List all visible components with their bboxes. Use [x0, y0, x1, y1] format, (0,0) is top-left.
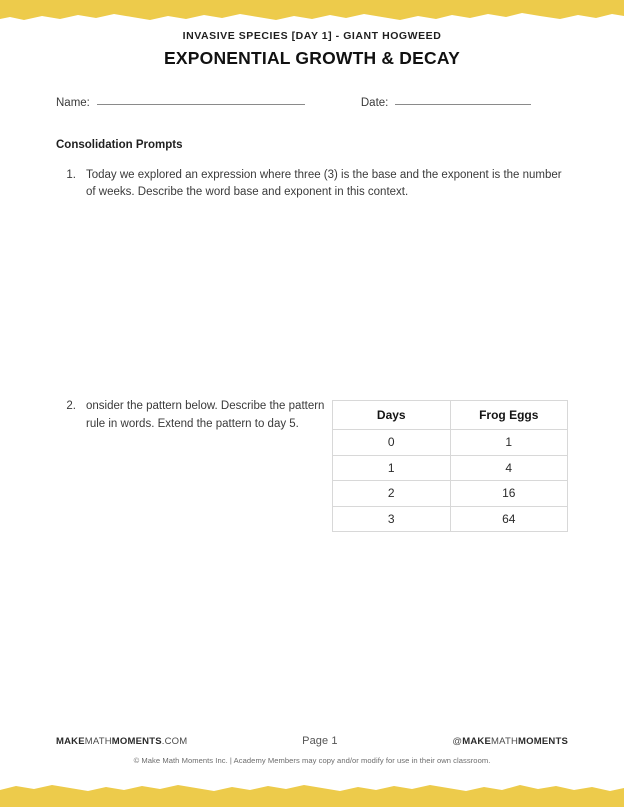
prompt-text-2: onsider the pattern below. Describe the pattern rule in words. Extend the pattern to day 5. [86, 400, 325, 431]
date-input-line[interactable] [395, 104, 531, 105]
name-date-row [56, 97, 568, 109]
table-row [333, 430, 568, 456]
table-row [333, 481, 568, 507]
copyright-notice: © Make Math Moments Inc. | Academy Members may copy and/or modify for use in their own classroom. [133, 756, 491, 765]
prompt-item-1 [56, 167, 568, 203]
brand-left-part2: MATH [84, 736, 112, 747]
cell-days: 1 [333, 455, 451, 481]
column-header-days: Days [333, 401, 451, 430]
prompt-text-1: Today we explored an expression where three (3) is the base and the exponent is the number of weeks. Describe the word base and exponent in this context. [86, 168, 562, 199]
date-field[interactable] [361, 97, 532, 109]
cell-days: 0 [333, 430, 451, 456]
brand-right-part2: MATH [491, 736, 519, 747]
prompt-item-2 [56, 398, 568, 532]
answer-space-1[interactable] [56, 202, 568, 398]
lesson-subtitle: INVASIVE SPECIES [DAY 1] - GIANT HOGWEED [182, 30, 442, 42]
brand-left-part4: .COM [161, 736, 188, 747]
column-header-frog-eggs: Frog Eggs [450, 401, 568, 430]
pattern-table [332, 400, 568, 532]
page-footer [56, 735, 568, 765]
table-header-row [333, 401, 568, 430]
cell-frog-eggs: 1 [450, 430, 568, 456]
name-field[interactable] [56, 97, 305, 109]
date-label: Date: [360, 96, 389, 109]
pattern-table-wrapper [332, 398, 568, 532]
cell-days: 3 [333, 506, 451, 532]
cell-days: 2 [333, 481, 451, 507]
page-title: EXPONENTIAL GROWTH & DECAY [164, 47, 460, 68]
footer-social-handle[interactable] [452, 736, 568, 747]
table-head [333, 401, 568, 430]
brand-left-part1: MAKE [56, 736, 85, 747]
prompt-list [56, 167, 568, 533]
section-heading-consolidation-prompts: Consolidation Prompts [56, 138, 183, 151]
page-number: Page 1 [302, 735, 338, 747]
name-input-line[interactable] [97, 104, 305, 105]
brand-right-part3: MOMENTS [518, 736, 568, 747]
prompt-text-block-2 [56, 398, 332, 434]
table-row [333, 455, 568, 481]
brand-right-part1: MAKE [462, 736, 492, 747]
footer-row [56, 735, 568, 747]
prompt-number-2: 2. [66, 400, 76, 413]
table-body [333, 430, 568, 532]
table-row [333, 506, 568, 532]
footer-website-brand[interactable] [56, 736, 187, 747]
brand-left-part3: MOMENTS [111, 736, 162, 747]
cell-frog-eggs: 16 [450, 481, 568, 507]
brand-right-part0: @ [452, 736, 463, 747]
prompt-number-1: 1. [66, 168, 76, 181]
page-header [56, 0, 568, 69]
name-label: Name: [56, 96, 90, 109]
cell-frog-eggs: 64 [450, 506, 568, 532]
cell-frog-eggs: 4 [450, 455, 568, 481]
